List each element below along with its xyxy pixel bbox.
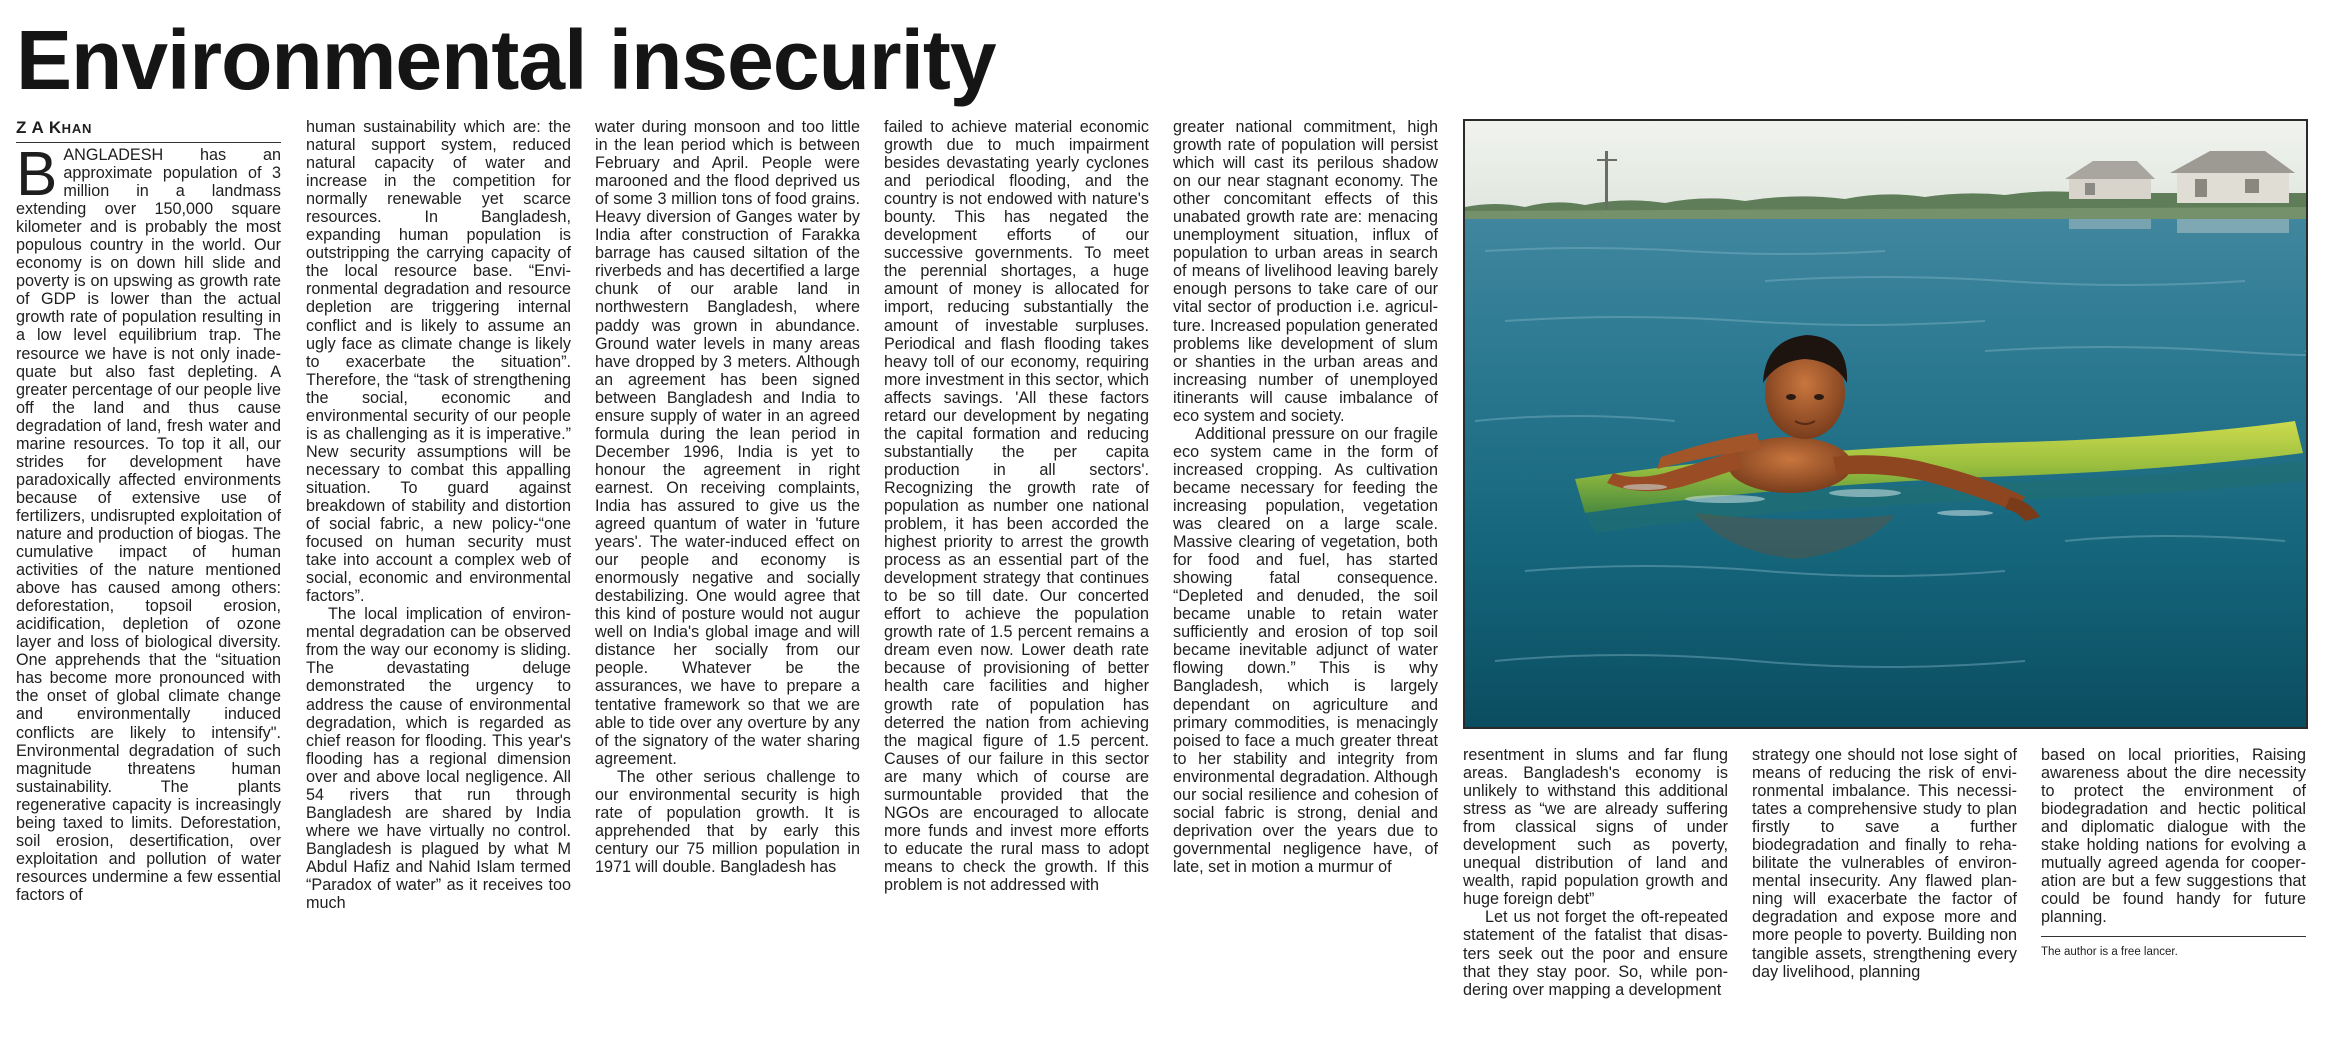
paragraph: Let us not forget the oft-repeated statement of the fatalist that disasters seek out the poor and ensure that they stay poor. So, while pondering over mapping a development [1463,908,1728,999]
paragraph: based on local priorities, Raising awareness about the dire necessity to protect the environment of biodegradation and hectic political and diplomatic dialogue with the stake holding nations for evolving a mutually agreed agenda for cooperation are but a few suggestions that could be found handy for future planning. [2041,746,2306,927]
paragraph: resentment in slums and far flung areas. Bangladesh's economy is unlikely to withstand this additional stress as “we are already suffering from classical signs of under development such as poverty, unequal distribution of land and wealth, rapid population growth and huge foreign debt” [1463,746,1728,909]
flood-photo-icon [1465,121,2306,727]
article-column-2 [306,118,571,912]
article-column-6 [1463,746,1728,999]
headline: Environmental insecurity [16,13,996,107]
paragraph: greater national commitment, high growth rate of population will persist which will cast its perilous shadow on our near stagnant economy. The other concomitant effects of this unabated growth rate are: menacing unemployment situation, influx of population to urban areas in search of means of livelihood leaving barely enough persons to take care of our vital sector of production i.e. agriculture. Increased population generated problems like development of slum or shanties in the urban areas and increasing number of unemployed itinerants will cause imbalance of eco system and society. [1173,118,1438,425]
article-column-4 [884,118,1149,894]
paragraph: strategy one should not lose sight of means of reducing the risk of environmental imbalance. This necessitates a comprehensive study to plan firstly to save a further biodegradation and finally to rehabilitate the vulnerables of environmental insecurity. Any flawed planning will exacerbate the factor of degradation and expose more and more people to poverty. Building non tangible assets, strengthening every day livelihood, planning [1752,746,2017,981]
paragraph: The local implication of environmental degradation can be observed from the way our economy is sliding. The devastating deluge demonstrated the urgency to address the cause of environmental degradation, which is regarded as chief reason for flooding. This year's flooding has a regional dimension over and above local negligence. All 54 rivers that run through Bangladesh are shared by India where we have virtually no control. Bangladesh is plagued by what M Abdul Hafiz and Nahid Islam termed “Paradox of water” as it receives too much [306,605,571,913]
paragraph: The other serious challenge to our environmental security is high rate of population growth. It is apprehended that by early this century our 75 million population in 1971 will double. Bangladesh has [595,767,860,876]
paragraph: human sustainability which are: the natural support system, reduced natural capacity of water and increase in the competition for normally renewable yet scarce resources. In Bangladesh, expanding human population is outstripping the carrying capacity of the local resource base. “Environmental degradation and resource depletion are triggering internal conflict and is likely to assume an ugly face as climate change is likely to exacerbate the situation”. Therefore, the “task of strengthening the social, economic and environmental security of our people is as challenging as it is imperative.” New security assumptions will be necessary to combat this appalling situation. To guard against breakdown of stability and distortion of social fabric, a new policy-“one focused on human security must take into account a complex web of social, economic and environmental factors”. [306,118,571,606]
flood-photo [1463,119,2308,729]
article-column-8 [2041,746,2306,959]
paragraph: failed to achieve material economic growth due to much impairment besides devastating yearly cyclones and periodical flooding, and the country is not endowed with nature's bounty. This has negated the development efforts of our successive governments. To meet the perennial shortages, a huge amount of money is allocated for import, reducing substantially the amount of investable surpluses. Periodical and flash flooding takes heavy toll of our economy, requiring more investment in this sector, which affects savings. 'All these factors retard our development by negating the capital formation and reducing substantially the per capita production in all sectors'. Recognizing the growth rate of population as number one national problem, it has been accorded the highest priority to arrest the growth process as an essential part of the development strategy that continues to be so till date. Our concerted effort to achieve the population growth rate of 1.5 percent remains a dream even now. Lower death rate because of provisioning of better health care facilities and higher growth rate of population has deterred the nation from achieving the magical figure of 1.5 percent. Causes of our failure in this sector are many which of course are surmountable provided that the NGOs are encouraged to allocate more funds and invest more efforts to educate the rural mass to adopt means to check the growth. If this problem is not addressed with [884,118,1149,894]
author-footnote: The author is a free lancer. [2041,936,2306,959]
article-column-7 [1752,746,2017,981]
drop-cap: B [16,140,58,209]
byline-name-smallcaps: HAN [61,121,93,136]
byline-name: Z A K [16,118,62,137]
paragraph: Additional pressure on our fragile eco system came in the form of increased cropping. As cultivation became necessary for feeding the increasing population, vegetation was cleared on a large scale. Massive clearing of vegetation, both for food and fuel, has started showing fatal consequence. “Depleted and denuded, the soil became unable to retain water sufficiently and erosion of top soil became inevitable adjunct of water flowing down.” This is why Bangladesh, which is largely dependant on agriculture and primary commodities, is menacingly poised to face a much greater threat to her stability and integrity from environmental degradation. Although our social resilience and cohesion of social fabric is strong, denial and deprivation over the years due to governmental negligence have, of late, set in motion a murmur of [1173,424,1438,876]
article-column-3 [595,118,860,876]
paragraph: ANGLADESH has an approximate population of 3 million in a landmass extending over 150,000 square kilometer and is probably the most populous country in the world. Our economy is on down hill slide and poverty is on upswing as growth rate of GDP is lower than the actual growth rate of population resulting in a low level equilibrium trap. The resource we have is not only inadequate but also fast depleting. A greater percentage of our people live off the land and thus cause degradation of land, fresh water and marine resources. To top it all, our strides for development have paradoxically affected environments because of extensive use of fertilizers, undisrupted exploitation of nature and production of biogas. The cumulative impact of human activities of the nature mentioned above has caused among others: deforestation, topsoil erosion, acidification, depletion of ozone layer and loss of biological diversity. One apprehends that the “situation has become more pronounced with the onset of global climate change and environmentally induced conflicts are likely to intensify". Environmental degradation of such magnitude threatens human sustainability. The plants regenerative capacity is increasingly being taxed to limits. Deforestation, soil erosion, desertification, over exploitation and pollution of water resources undermine a few essential factors of [16,146,281,904]
article-column-1 [16,118,281,904]
article-column-5 [1173,118,1438,876]
paragraph: water during monsoon and too little in the lean period which is between February and April. People were marooned and the flood deprived us of some 3 million tons of food grains. Heavy diversion of Ganges water by India after construction of Farakka barrage has caused siltation of the riverbeds and has decertified a large chunk of our arable land in northwestern Bangladesh, where paddy was grown in abundance. Ground water levels in many areas have dropped by 3 meters. Although an agreement has been signed between Bangladesh and India to ensure supply of water in an agreed formula during the lean period in December 1996, India is yet to honour the agreement in right earnest. On receiving complaints, India has assured to give us the agreed quantum of water in 'future years'. The water-induced effect on our people and economy is enormously negative and socially destabilizing. One would agree that this kind of posture would not augur well on India's global image and will distance her socially from our people. Whatever be the assurances, we have to prepare a tentative framework so that we are able to tide over any overture by any of the signatory of the water sharing agreement. [595,118,860,768]
